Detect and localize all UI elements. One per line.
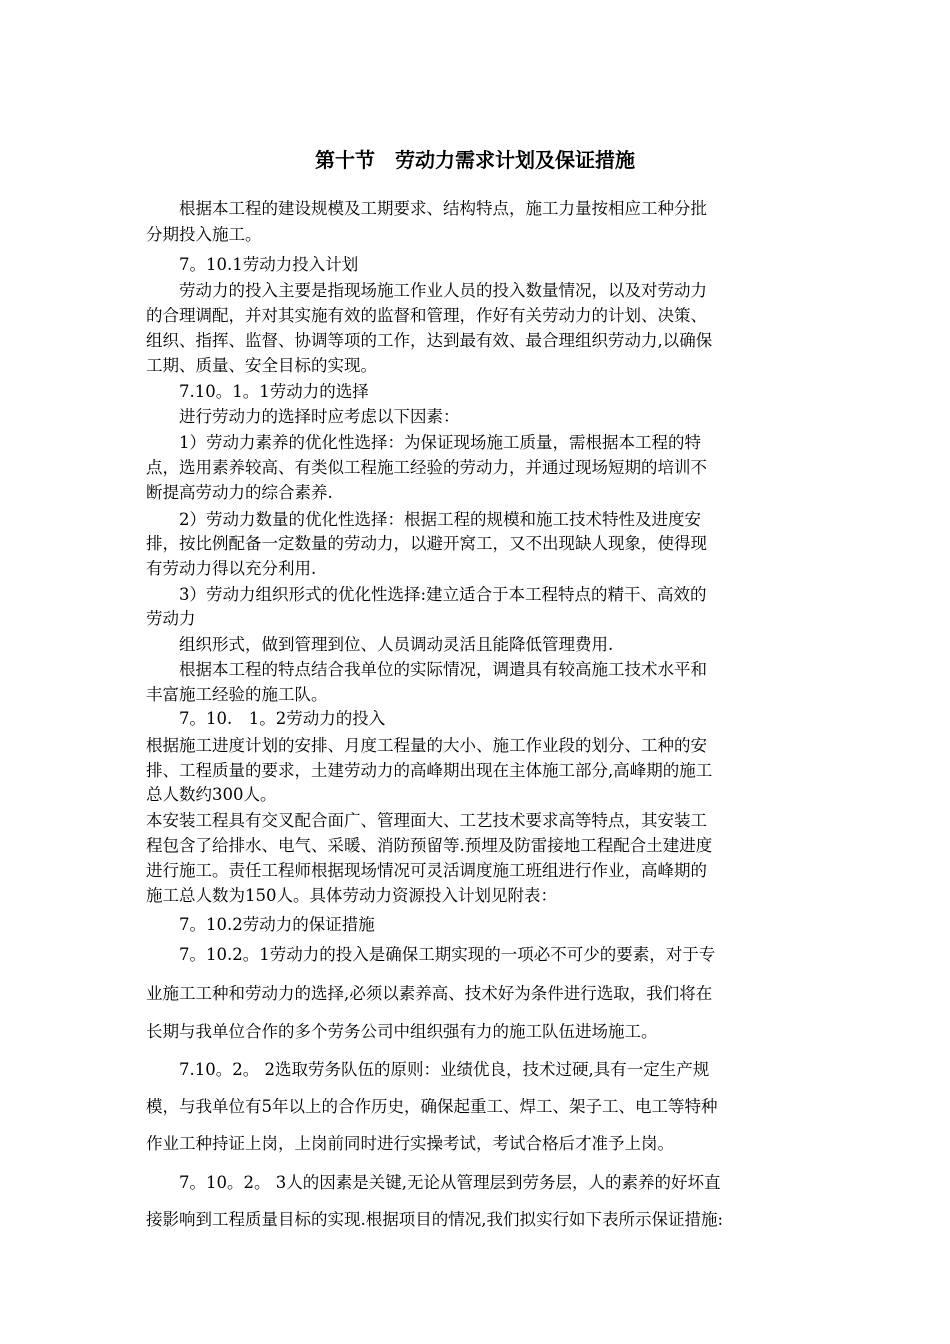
text-line: 根据本工程的特点结合我单位的实际情况，调遣具有较高施工技术水平和 (146, 660, 707, 679)
text-line: 3）劳动力组织形式的优化性选择:建立适合于本工程特点的精干、高效的 (146, 585, 707, 604)
text-line: 工期、质量、安全目标的实现。 (146, 356, 377, 375)
text-line: 总人数约300人。 (146, 785, 277, 804)
text-line: 7。10. 1。2劳动力的投入 (146, 709, 386, 728)
text-line: 长期与我单位合作的多个劳务公司中组织强有力的施工队伍进场施工。 (146, 1022, 658, 1041)
text-line: 7。10.2。1劳动力的投入是确保工期实现的一项必不可少的要素，对于专 (146, 945, 716, 964)
text-line: 本安装工程具有交叉配合面广、管理面大、工艺技术要求高等特点，其安装工 (146, 811, 707, 830)
text-line: 1）劳动力素养的优化性选择：为保证现场施工质量，需根据本工程的特 (146, 433, 701, 452)
text-line: 组织、指挥、监督、协调等项的工作，达到最有效、最合理组织劳动力,以确保 (146, 331, 713, 350)
text-line: 2）劳动力数量的优化性选择：根据工程的规模和施工技术特性及进度安 (146, 510, 701, 529)
text-line: 劳动力 (146, 609, 196, 628)
text-line: 7。10。2。 3人的因素是关键,无论从管理层到劳务层，人的素养的好坏直 (146, 1173, 721, 1192)
text-line: 7.10。1。1劳动力的选择 (146, 382, 369, 401)
text-line: 作业工种持证上岗，上岗前同时进行实操考试，考试合格后才准予上岗。 (146, 1134, 674, 1153)
text-line: 程包含了给排水、电气、采暖、消防预留等.预埋及防雷接地工程配合土建进度 (146, 836, 713, 855)
text-line: 7.10。2。 2选取劳务队伍的原则：业绩优良，技术过硬,具有一定生产规 (146, 1060, 710, 1079)
text-line: 组织形式，做到管理到位、人员调动灵活且能降低管理费用. (146, 635, 614, 654)
text-line: 点，选用素养较高、有类似工程施工经验的劳动力，并通过现场短期的培训不 (146, 458, 707, 477)
text-line: 分期投入施工。 (146, 225, 262, 244)
text-line: 丰富施工经验的施工队。 (146, 685, 328, 704)
text-line: 劳动力的投入主要是指现场施工作业人员的投入数量情况，以及对劳动力 (146, 281, 707, 300)
text-line: 排，按比例配备一定数量的劳动力，以避开窝工，又不出现缺人现象，使得现 (146, 534, 707, 553)
text-line: 的合理调配，并对其实施有效的监督和管理，作好有关劳动力的计划、决策、 (146, 306, 707, 325)
text-line: 排、工程质量的要求，土建劳动力的高峰期出现在主体施工部分,高峰期的施工 (146, 761, 713, 780)
text-line: 业施工工种和劳动力的选择,必须以素养高、技术好为条件进行选取，我们将在 (146, 984, 713, 1003)
text-line: 进行施工。责任工程师根据现场情况可灵活调度施工班组进行作业，高峰期的 (146, 861, 707, 880)
text-line: 根据本工程的建设规模及工期要求、结构特点，施工力量按相应工种分批 (146, 199, 707, 218)
text-line: 接影响到工程质量目标的实现.根据项目的情况,我们拟实行如下表所示保证措施: (146, 1210, 724, 1229)
text-line: 进行劳动力的选择时应考虑以下因素： (146, 407, 460, 426)
text-line: 有劳动力得以充分利用. (146, 559, 317, 578)
text-line: 模，与我单位有5年以上的合作历史，确保起重工、焊工、架子工、电工等特种 (146, 1097, 718, 1116)
text-line: 施工总人数为150人。具体劳动力资源投入计划见附表： (146, 886, 557, 905)
text-line: 断提高劳动力的综合素养. (146, 483, 333, 502)
section-title: 第十节 劳动力需求计划及保证措施 (315, 148, 635, 172)
text-line: 7。10.2劳动力的保证措施 (146, 915, 375, 934)
text-line: 根据施工进度计划的安排、月度工程量的大小、施工作业段的划分、工种的安 (146, 736, 707, 755)
text-line: 7。10.1劳动力投入计划 (146, 255, 359, 274)
